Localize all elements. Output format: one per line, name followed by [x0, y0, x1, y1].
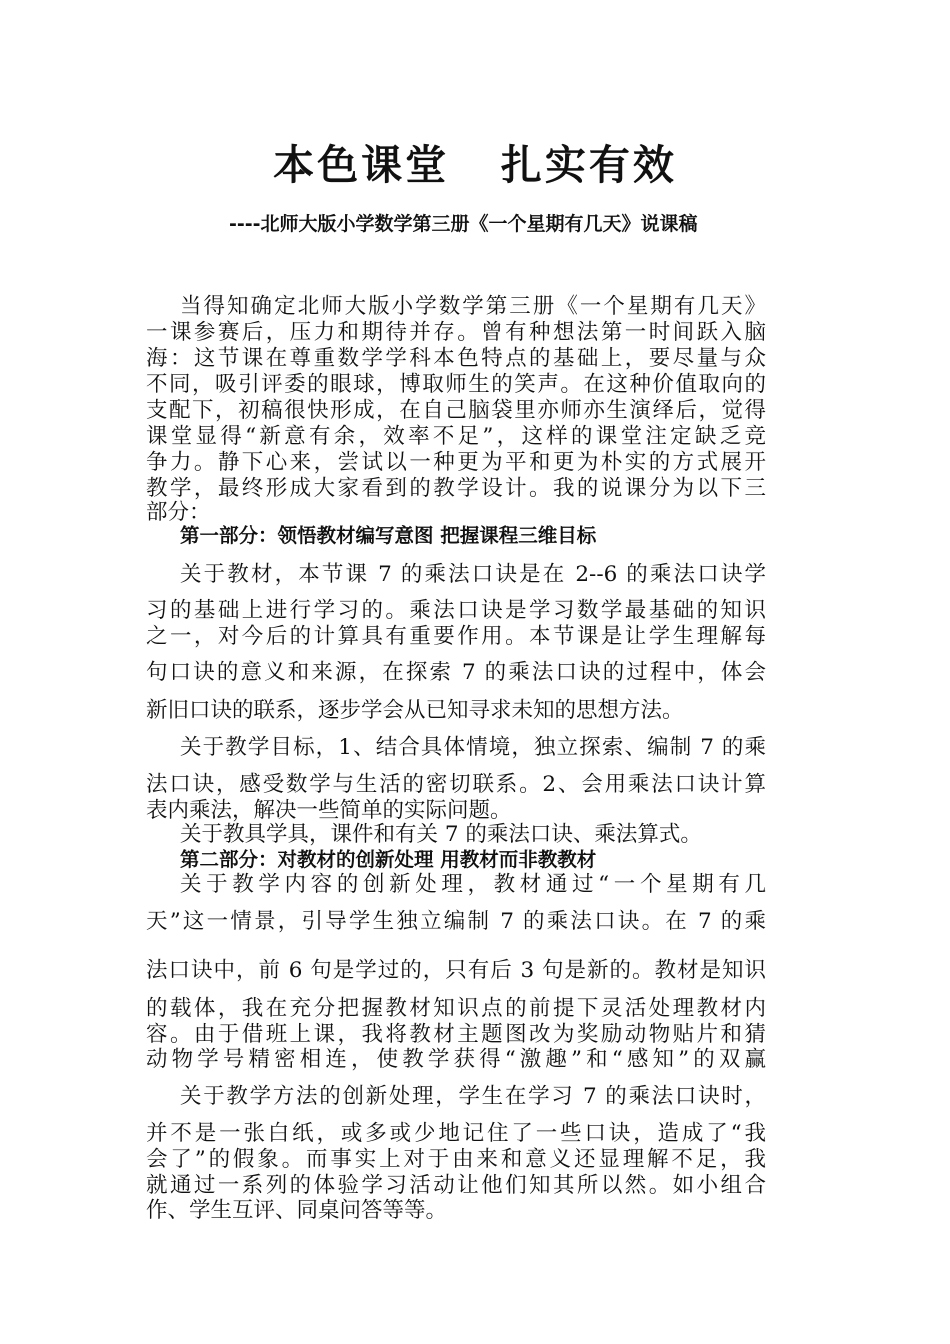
- body-line: 之一，对今后的计算具有重要作用。本节课是让学生理解每: [146, 624, 766, 649]
- body-line: 天”这一情景，引导学生独立编制 7 的乘法口诀。在 7 的乘: [146, 909, 766, 934]
- body-line: 支配下，初稿很快形成，在自己脑袋里亦师亦生演绎后，觉得: [146, 398, 766, 423]
- body-line: 法口诀中，前 6 句是学过的，只有后 3 句是新的。教材是知识: [146, 958, 766, 983]
- body-line: 新旧口诀的联系，逐步学会从已知寻求未知的思想方法。: [146, 698, 684, 723]
- body-line: 作、学生互评、同桌问答等等。: [146, 1198, 448, 1223]
- body-line: 句口诀的意义和来源，在探索 7 的乘法口诀的过程中，体会: [146, 660, 766, 685]
- body-line: 的载体，我在充分把握教材知识点的前提下灵活处理教材内: [146, 996, 766, 1021]
- body-line: 争力。静下心来，尝试以一种更为平和更为朴实的方式展开: [146, 450, 766, 475]
- body-line: 表内乘法，解决一些简单的实际问题。: [146, 798, 512, 823]
- body-line: 关于教具学具，课件和有关 7 的乘法口诀、乘法算式。: [180, 822, 702, 847]
- body-line: 关于教学内容的创新处理，教材通过“一个星期有几: [180, 872, 766, 897]
- body-line: 关于教材，本节课 7 的乘法口诀是在 2--6 的乘法口诀学: [180, 562, 766, 587]
- body-line: 关于教学目标，1、结合具体情境，独立探索、编制 7 的乘: [180, 735, 766, 760]
- body-line: 一课参赛后，压力和期待并存。曾有种想法第一时间跃入脑: [146, 320, 766, 345]
- body-line: 当得知确定北师大版小学数学第三册《一个星期有几天》: [180, 294, 766, 319]
- body-line: 法口诀，感受数学与生活的密切联系。2、会用乘法口诀计算: [146, 772, 766, 797]
- body-line: 就通过一系列的体验学习活动让他们知其所以然。如小组合: [146, 1173, 766, 1198]
- body-line: 会了”的假象。而事实上对于由来和意义还显理解不足，我: [146, 1147, 766, 1172]
- body-line: 不同，吸引评委的眼球，博取师生的笑声。在这种价值取向的: [146, 372, 766, 397]
- body-line: 部分：: [146, 500, 211, 525]
- document-title: 本色课堂 扎实有效: [273, 141, 677, 189]
- body-line: 容。由于借班上课，我将教材主题图改为奖励动物贴片和猜: [146, 1022, 766, 1047]
- document-subtitle: ----北师大版小学数学第三册《一个星期有几天》说课稿: [229, 213, 698, 235]
- body-line: 并不是一张白纸，或多或少地记住了一些口诀，造成了“我: [146, 1121, 766, 1146]
- body-line: 关于教学方法的创新处理，学生在学习 7 的乘法口诀时，: [180, 1084, 766, 1109]
- section-heading-1: 第一部分：领悟教材编写意图 把握课程三维目标: [180, 524, 597, 547]
- body-line: 动物学号精密相连，使教学获得“激趣”和“感知”的双赢: [146, 1047, 766, 1072]
- body-line: 习的基础上进行学习的。乘法口诀是学习数学最基础的知识: [146, 598, 766, 623]
- body-line: 教学，最终形成大家看到的教学设计。我的说课分为以下三: [146, 476, 766, 501]
- body-line: 课堂显得“新意有余，效率不足”，这样的课堂注定缺乏竞: [146, 424, 766, 449]
- body-line: 海：这节课在尊重数学学科本色特点的基础上，要尽量与众: [146, 346, 766, 371]
- section-heading-2: 第二部分：对教材的创新处理 用教材而非教教材: [180, 848, 597, 871]
